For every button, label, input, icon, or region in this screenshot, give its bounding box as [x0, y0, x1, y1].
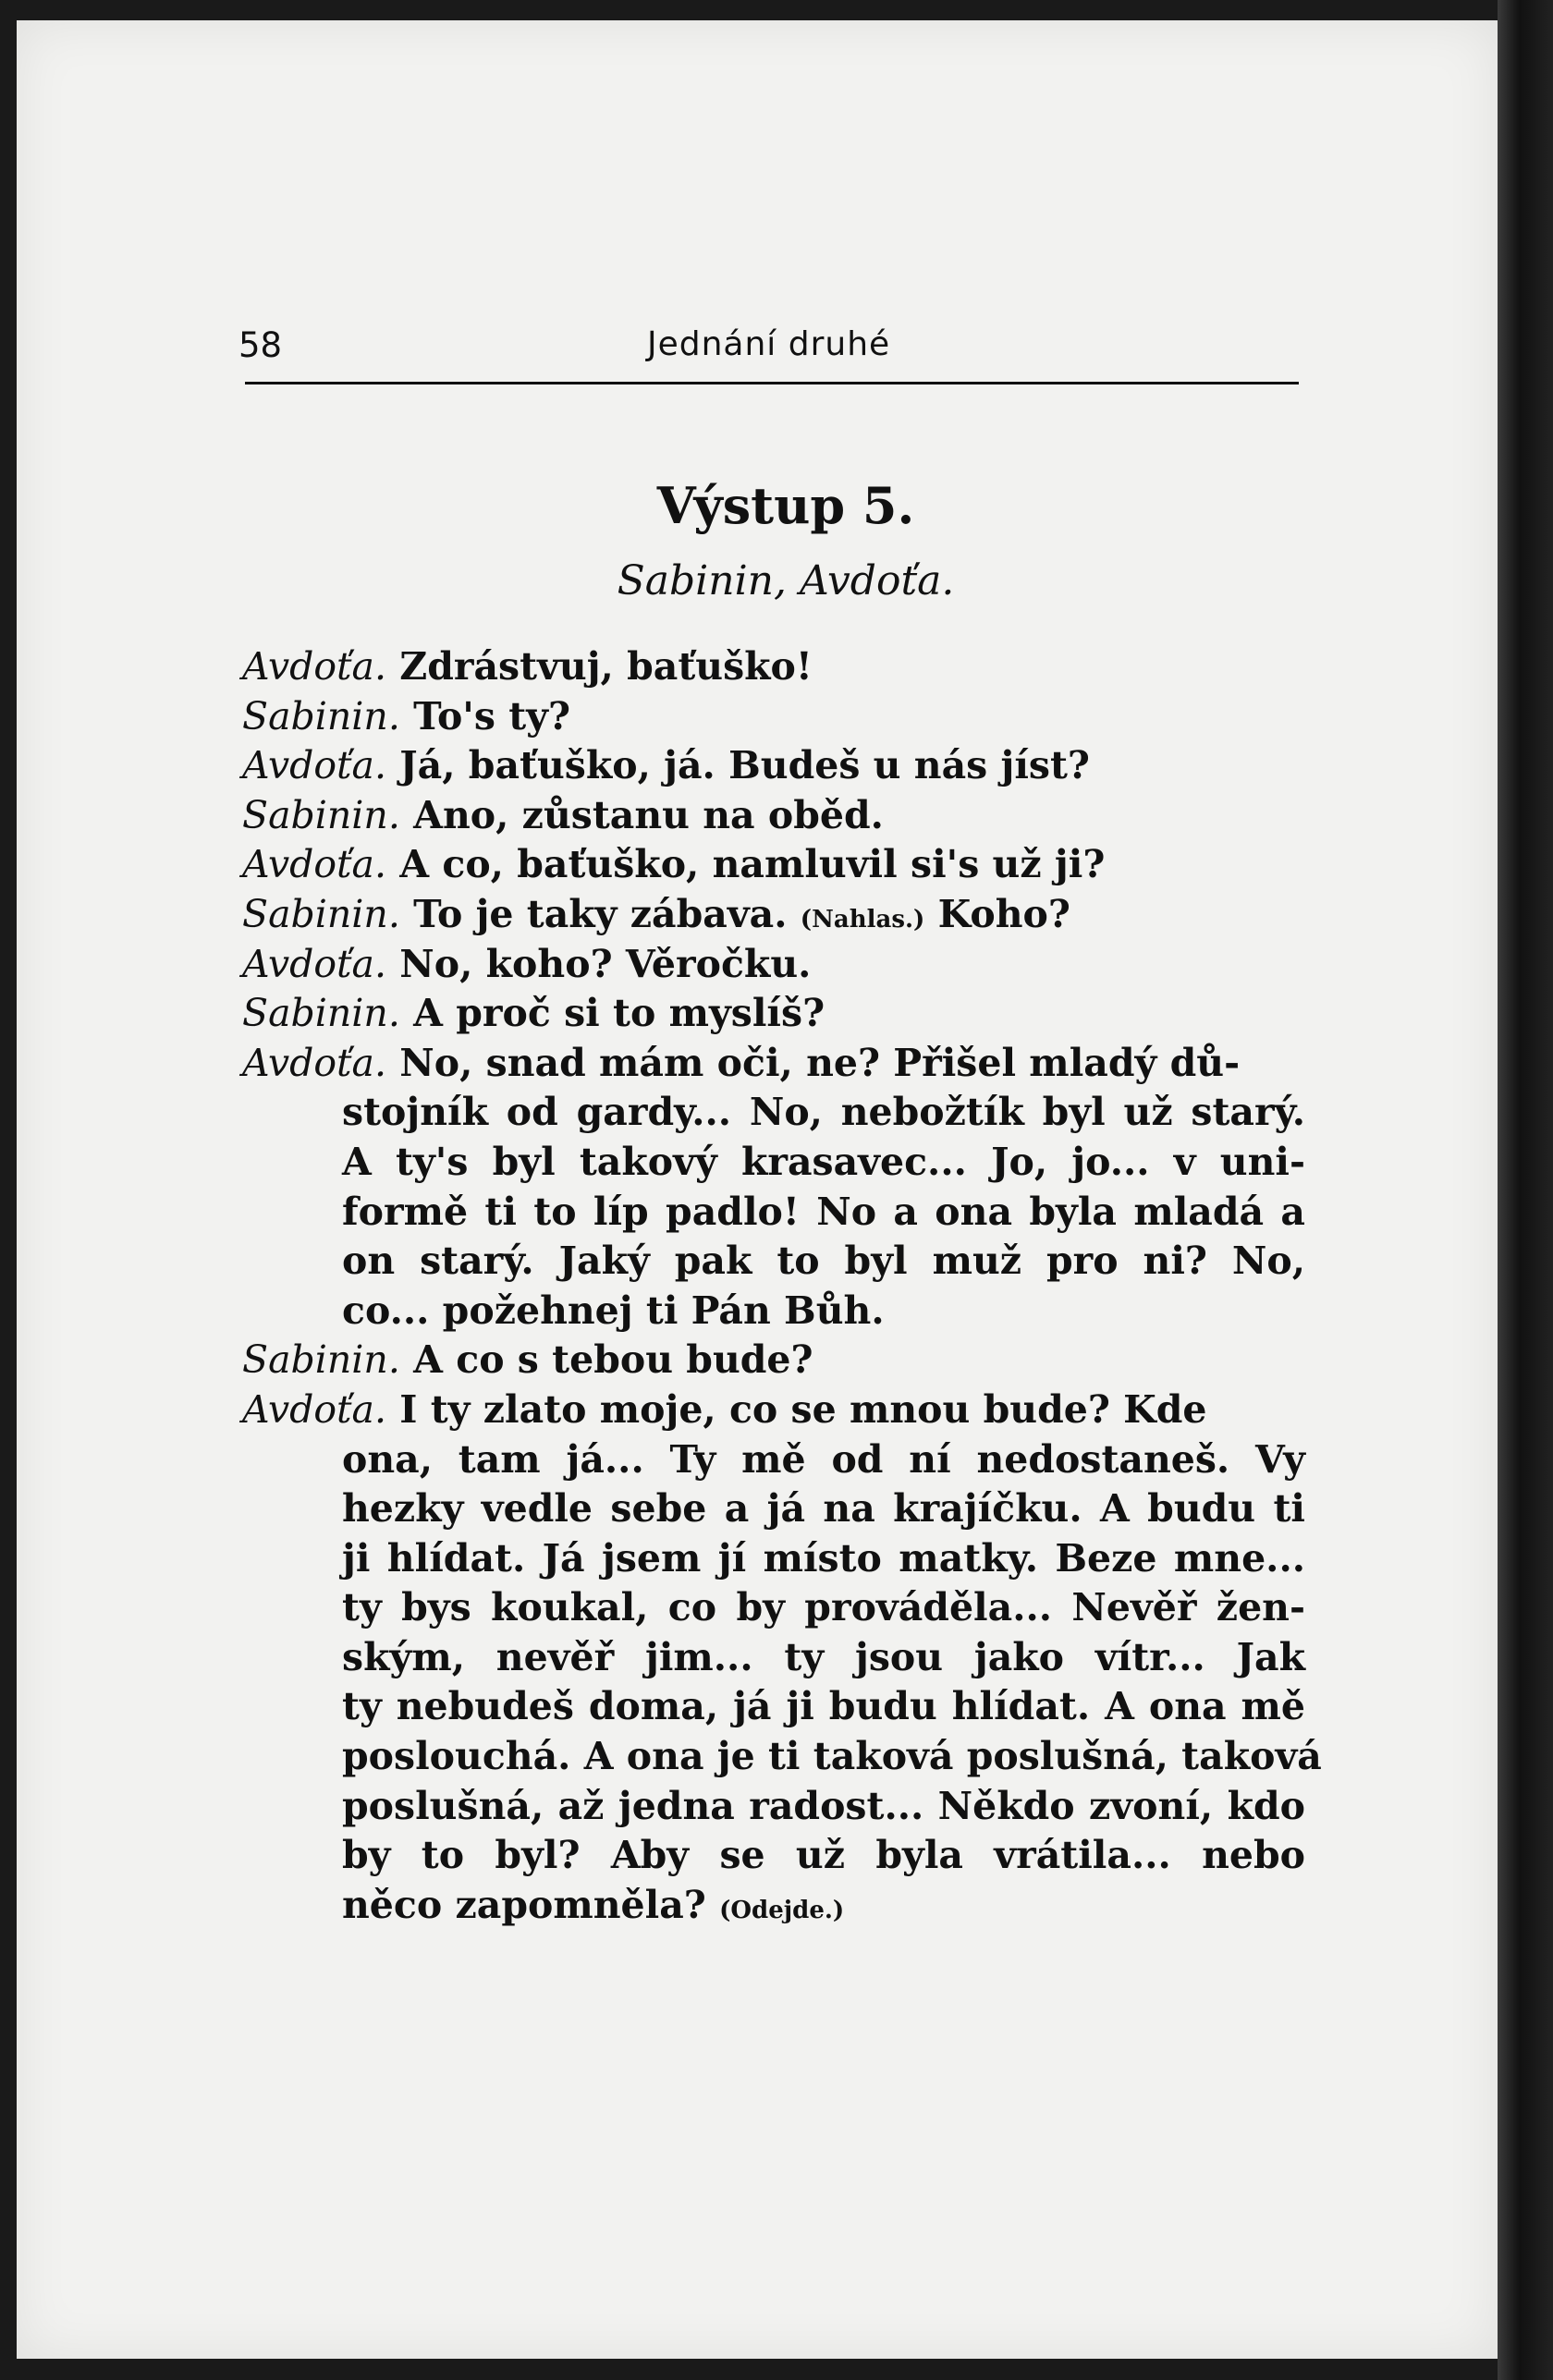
dialogue-line — [242, 692, 1305, 742]
speech-text: hezky vedle sebe a já na krajíčku. A budu ti — [342, 1486, 1305, 1532]
speech-text: co... požehnej ti Pán Bůh. — [342, 1288, 885, 1333]
continuation-line — [242, 1881, 1305, 1931]
stage-direction: (Nahlas.) — [800, 905, 925, 934]
speech-text: Ano, zůstanu na oběd. — [413, 792, 884, 837]
dialogue-line — [242, 890, 1305, 940]
speaker-name: Avdoťa. — [242, 644, 386, 689]
speech-text: A proč si to myslíš? — [413, 991, 825, 1036]
speaker-name: Avdoťa. — [242, 743, 386, 788]
speech-text: ji hlídat. Já jsem jí místo matky. Beze mne... — [342, 1535, 1305, 1581]
speech-text: I ty zlato moje, co se mnou bude? Kde — [399, 1386, 1207, 1432]
speech-text: Já, baťuško, já. Budeš u nás jíst? — [399, 743, 1090, 788]
speaker-name: Sabinin. — [242, 1337, 400, 1383]
speech-text: A co, baťuško, namluvil si's už ji? — [399, 842, 1106, 887]
scene-cast: Sabinin, Avdoťa. — [617, 557, 955, 604]
continuation-line — [242, 1188, 1305, 1238]
header-rule — [245, 382, 1299, 384]
continuation-line — [242, 1287, 1305, 1336]
stage-direction: (Odejde.) — [719, 1896, 845, 1924]
continuation-line — [242, 1484, 1305, 1534]
speaker-name: Sabinin. — [242, 792, 400, 837]
page-number: 58 — [238, 325, 283, 365]
speech-text: formě ti to líp padlo! No a ona byla mladá a — [342, 1189, 1305, 1234]
dialogue-line — [242, 791, 1305, 841]
speech-text: poslušná, až jedna radost... Někdo zvoní, kdo — [342, 1783, 1305, 1828]
speech-text: A co s tebou bude? — [413, 1337, 813, 1383]
speaker-name: Avdoťa. — [242, 941, 386, 986]
speech-text: A ty's byl takový krasavec... Jo, jo... v uni- — [342, 1139, 1305, 1184]
scene-title: Výstup 5. — [656, 476, 915, 535]
speech-text: poslouchá. A ona je ti taková poslušná, taková — [342, 1734, 1322, 1779]
speech-text: ským, nevěř jim... ty jsou jako vítr... Jak — [342, 1634, 1305, 1679]
speaker-name: Avdoťa. — [242, 1040, 386, 1085]
speech-text: Koho? — [937, 891, 1070, 936]
continuation-line — [242, 1583, 1305, 1633]
speech-text: No, snad mám oči, ne? Přišel mladý dů- — [399, 1040, 1241, 1085]
dialogue-line — [242, 1039, 1305, 1089]
speaker-name: Sabinin. — [242, 891, 400, 936]
dialogue — [242, 642, 1322, 1930]
continuation-line — [242, 1831, 1305, 1881]
speech-text: ty nebudeš doma, já ji budu hlídat. A ona mě — [342, 1684, 1305, 1729]
continuation-line — [242, 1633, 1305, 1683]
speaker-name: Sabinin. — [242, 693, 400, 738]
speaker-name: Avdoťa. — [242, 842, 386, 887]
speech-text: stojník od gardy... No, nebožtík byl už starý. — [342, 1090, 1305, 1135]
speech-text: ty bys koukal, co by prováděla... Nevěř žen- — [342, 1585, 1305, 1630]
continuation-line — [242, 1732, 1322, 1782]
dialogue-line — [242, 840, 1305, 890]
running-title: Jednání druhé — [647, 325, 891, 363]
dialogue-line — [242, 989, 1305, 1039]
book-spine-edge — [1498, 0, 1553, 2380]
speech-text: To's ty? — [413, 693, 570, 738]
speaker-name: Sabinin. — [242, 991, 400, 1036]
continuation-line — [242, 1138, 1305, 1188]
speech-text: No, koho? Věročku. — [399, 941, 812, 986]
speech-text: on starý. Jaký pak to byl muž pro ni? No, — [342, 1239, 1305, 1284]
continuation-line — [242, 1237, 1305, 1287]
continuation-line — [242, 1435, 1305, 1485]
speech-text: Zdrástvuj, baťuško! — [399, 644, 813, 689]
continuation-line — [242, 1682, 1305, 1732]
speech-text: To je taky zábava. — [413, 891, 788, 936]
dialogue-line — [242, 741, 1305, 791]
dialogue-line — [242, 1385, 1305, 1435]
speaker-name: Avdoťa. — [242, 1386, 386, 1432]
dialogue-line — [242, 642, 1305, 692]
continuation-line — [242, 1782, 1305, 1832]
speech-text: by to byl? Aby se už byla vrátila... nebo — [342, 1833, 1305, 1878]
speech-text: ona, tam já... Ty mě od ní nedostaneš. Vy — [342, 1436, 1305, 1482]
speech-text: něco zapomněla? — [342, 1882, 706, 1927]
dialogue-line — [242, 940, 1305, 990]
continuation-line — [242, 1534, 1305, 1584]
continuation-line — [242, 1088, 1305, 1138]
dialogue-line — [242, 1336, 1305, 1385]
